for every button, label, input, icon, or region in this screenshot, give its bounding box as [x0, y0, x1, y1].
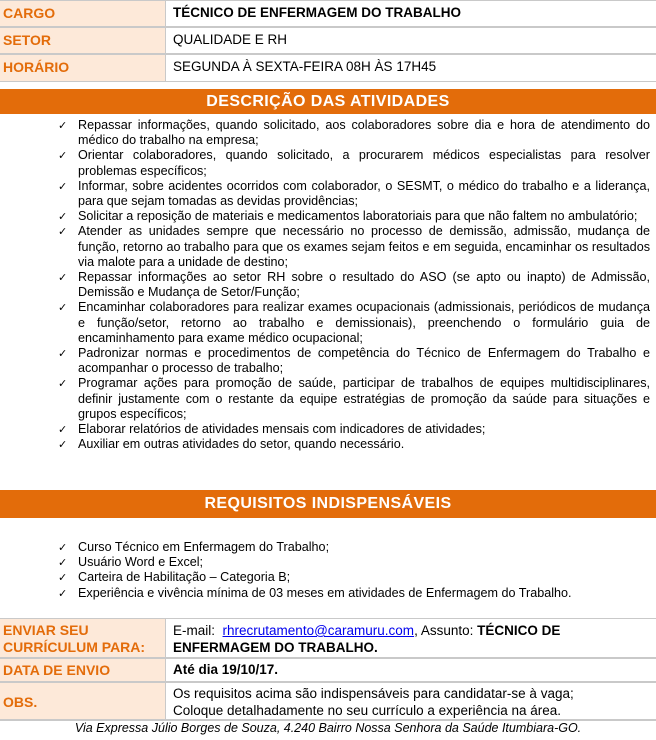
- email-link[interactable]: rhrecrutamento@caramuru.com: [222, 623, 415, 638]
- list-item: ✓ Solicitar a reposição de materiais e medicamentos laboratoriais para que não faltem no ambulatório;: [58, 209, 638, 224]
- setor-label: SETOR: [0, 28, 166, 53]
- list-item: ✓ Padronizar normas e procedimentos de competência do Técnico de Enfermagem do Trabalho e acompanhar o processo de trabalho;: [58, 346, 650, 376]
- obs-label: OBS.: [0, 683, 166, 719]
- check-icon: ✓: [58, 438, 68, 452]
- footer-address: Via Expressa Júlio Borges de Souza, 4.240 Bairro Nossa Senhora da Saúde Itumbiara-GO.: [0, 720, 656, 735]
- send-date-value: Até dia 19/10/17.: [173, 662, 279, 677]
- list-item: ✓ Atender as unidades sempre que necessário no processo de demissão, admissão, mudança de função, retorno ao trabalho para que os exames sejam feitos e em seguida, encaminhar os resultados via malote para a unidade de destino;: [58, 224, 650, 269]
- check-icon: ✓: [58, 179, 68, 193]
- list-item: ✓ Informar, sobre acidentes ocorridos com colaborador, o SESMT, o médico do trabalho e a liderança, para que sejam tomadas as devidas providências;: [58, 178, 650, 209]
- check-icon: ✓: [58, 541, 68, 554]
- send-date-label: DATA DE ENVIO: [0, 659, 166, 681]
- check-icon: ✓: [58, 119, 68, 132]
- check-icon: ✓: [58, 301, 68, 315]
- list-item: ✓ Repassar informações ao setor RH sobre o resultado do ASO (se apto ou inapto) de Admissão, Demissão e Mudança de Setor/Função;: [58, 270, 650, 300]
- check-icon: ✓: [58, 556, 68, 570]
- requirements-list: [0, 540, 656, 601]
- list-item: ✓ Experiência e vivência mínima de 03 meses em atividades de Enfermagem do Trabalho.: [58, 585, 572, 600]
- activities-list: [0, 118, 656, 452]
- check-icon: ✓: [58, 271, 68, 285]
- list-item: ✓ Carteira de Habilitação – Categoria B;: [58, 570, 291, 585]
- check-icon: ✓: [58, 225, 68, 239]
- horario-row: [0, 54, 656, 82]
- list-item: ✓ Elaborar relatórios de atividades mensais com indicadores de atividades;: [58, 422, 486, 437]
- list-item: ✓ Orientar colaboradores, quando solicitado, a procurarem médicos especialistas para resolver problemas específicos;: [58, 148, 650, 178]
- requirements-title: REQUISITOS INDISPENSÁVEIS: [0, 490, 656, 518]
- send-date-row: [0, 658, 656, 682]
- obs-row: [0, 682, 656, 720]
- check-icon: ✓: [58, 149, 68, 163]
- check-icon: ✓: [58, 571, 68, 585]
- horario-label: HORÁRIO: [0, 55, 166, 81]
- cargo-value: TÉCNICO DE ENFERMAGEM DO TRABALHO: [173, 5, 461, 20]
- list-item: ✓ Auxiliar em outras atividades do setor, quando necessário.: [58, 437, 405, 452]
- cargo-row: [0, 0, 656, 27]
- horario-value: SEGUNDA À SEXTA-FEIRA 08H ÀS 17H45: [173, 59, 437, 74]
- check-icon: ✓: [58, 210, 68, 224]
- activities-title: DESCRIÇÃO DAS ATIVIDADES: [0, 89, 656, 114]
- setor-row: [0, 27, 656, 54]
- check-icon: ✓: [58, 347, 68, 361]
- list-item: ✓ Curso Técnico em Enfermagem do Trabalho;: [58, 540, 330, 554]
- check-icon: ✓: [58, 423, 68, 437]
- send-label: ENVIAR SEU CURRÍCULUM PARA:: [0, 619, 166, 657]
- check-icon: ✓: [58, 377, 68, 391]
- list-item: ✓ Repassar informações, quando solicitado, aos colaboradores sobre dia e hora de atendimento do médico do trabalho na empresa;: [58, 118, 650, 148]
- list-item: ✓ Programar ações para promoção de saúde, participar de trabalhos de equipes multidisciplinares, definir justamente com o restante da equipe estratégias de promoção da saúde para situações e grupos específicos;: [58, 376, 650, 421]
- list-item: ✓ Encaminhar colaboradores para realizar exames ocupacionais (admissionais, periódicos de mudança e função/setor, retorno ao trabalho e demissionais), preenchendo o formulário guia de encaminhamento para exame médico ocupacional;: [58, 300, 650, 345]
- obs-value: Os requisitos acima são indispensáveis para candidatar-se à vaga; Coloque detalhadamente no seu currículo a experiência na área.: [173, 686, 574, 718]
- list-item: ✓ Usuário Word e Excel;: [58, 555, 204, 570]
- setor-value: QUALIDADE E RH: [173, 32, 288, 47]
- check-icon: ✓: [58, 586, 68, 600]
- send-row: [0, 618, 656, 658]
- send-value: E-mail: rhrecrutamento@caramuru.com, Assunto: TÉCNICO DE ENFERMAGEM DO TRABALHO.: [173, 623, 561, 655]
- cargo-label: CARGO: [0, 1, 166, 26]
